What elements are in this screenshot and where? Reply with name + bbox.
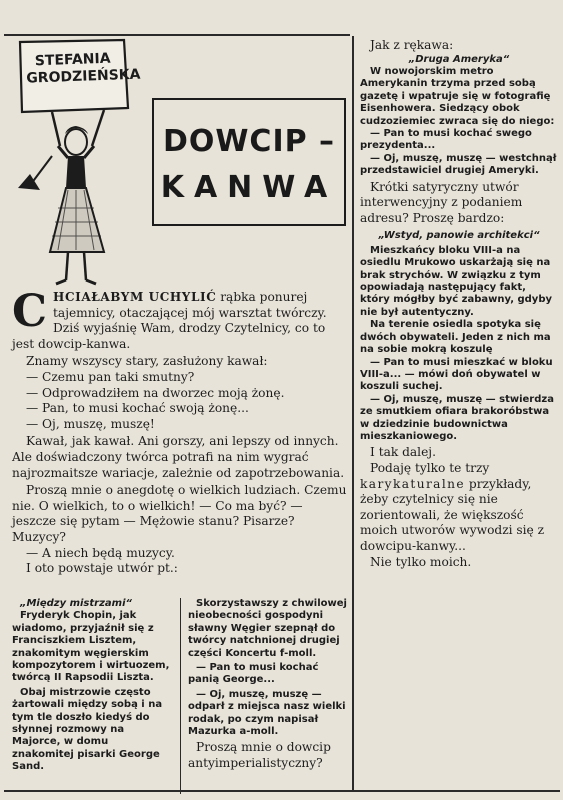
dialogue-line-2: — Odprowadziłem na dworzec moją żonę.	[26, 385, 285, 400]
author-name: STEFANIA GRODZIEŃSKA	[26, 50, 141, 87]
right-paragraph-7: Na terenie osiedla spotyka się dwóch obywateli. Jeden z nich ma na sobie mokrą koszulę	[360, 319, 551, 356]
title-box	[152, 98, 346, 226]
intro-paragraph-3: Kawał, jak kawał. Ani gorszy, ani lepszy od innych. Ale doświadczony twórca potrafi na nim wygrać najrozmaitsze wariacje, zależnie od zapotrzebowania.	[12, 434, 345, 480]
drop-cap: C	[12, 286, 48, 337]
section-a-heading: „Między mistrzami“	[20, 598, 132, 609]
right-paragraph-5: Krótki satyryczny utwór interwencyjny z podaniem adresu? Proszę bardzo:	[360, 179, 523, 225]
section-a-paragraph-1: Fryderyk Chopin, jak wiadomo, przyjaźnił się z Franciszkiem Lisztem, znakomitym węgierskim kompozytorem i wirtuozem, twórcą II Rapsodii Liszta.	[12, 610, 170, 684]
bottom-rule	[4, 790, 560, 792]
dialogue-line-4: — Oj, muszę, muszę!	[26, 416, 155, 431]
intro-paragraph-1-rest: rąbka ponurej tajemnicy, otaczającej mój warsztat twórczy. Dziś wyjaśnię Wam, drodzy Czytelnicy, co to jest dowcip-kanwa.	[12, 290, 327, 351]
right-paragraph-9: — Oj, muszę, muszę — stwierdza ze smutkiem ofiara brakoróbstwa w dziedzinie budownictwa mieszkaniowego.	[360, 393, 554, 442]
section-b-paragraph-2: — Pan to musi kochać panią George...	[188, 662, 319, 686]
dialogue-line-1: — Czemu pan taki smutny?	[26, 369, 195, 384]
title-line-1: DOWCIP –	[162, 124, 336, 159]
intro-text	[12, 286, 348, 577]
title-line-2: KANWA	[160, 170, 338, 205]
section-a-paragraph-2: Obaj mistrzowie często żartowali między sobą i na tym tle doszło kiedyś do słynnej rozmowy na Majorce, w domu znakomitej pisarki George Sand.	[12, 686, 163, 773]
column-rule	[352, 36, 354, 792]
section-b-paragraph-3: — Oj, muszę, muszę — odparł z miejsca nasz wielki rodak, po czym napisał Mazurka a-moll.	[188, 688, 346, 738]
intro-paragraph-2: Znamy wszyscy stary, zasłużony kawał:	[26, 354, 268, 369]
section-b-paragraph-4: Proszą mnie o dowcip antyimperialistyczny?	[188, 740, 331, 771]
section-b-paragraph-1: Skorzystawszy z chwilowej nieobecności gospodyni sławny Węgier szepnął do twórcy natchnionej drugiej części Koncertu f-moll.	[188, 598, 347, 659]
right-paragraph-3: — Pan to musi kochać swego prezydenta...	[360, 128, 532, 152]
right-paragraph-2: W nowojorskim metro Amerykanin trzyma przed sobą gazetę i wpatruje się w fotografię Eisenhowera. Siedzący obok cudzoziemiec zwraca się do niego:	[360, 66, 555, 127]
right-paragraph-11	[360, 461, 558, 555]
right-paragraph-4: — Oj, muszę, muszę — westchnął przedstawiciel drugiej Ameryki.	[360, 152, 557, 177]
dialogue-line-3: — Pan, to musi kochać swoją żonę...	[26, 401, 249, 416]
section-a	[12, 598, 172, 774]
right-paragraph-1: Jak z rękawa:	[370, 38, 454, 52]
right-paragraph-11-b: przykłady, żeby czytelnicy się nie zorientowali, że większość moich utworów wywodzi się z dowcipu-kanwy...	[360, 476, 545, 553]
right-paragraph-12: Nie tylko moich.	[370, 554, 472, 569]
right-paragraph-6: Mieszkańcy bloku VIII-a na osiedlu Mrukowo uskarżają się na brak strychów. W związku z tym opowiadają następujący fakt, który mógłby być zabawny, gdyby nie był autentyczny.	[360, 244, 553, 318]
right-paragraph-11-a: Podaję tylko te trzy	[370, 460, 490, 475]
top-rule	[4, 34, 350, 36]
right-heading-2: „Wstyd, panowie architekci“	[378, 230, 540, 242]
section-b	[188, 598, 348, 772]
right-paragraph-11-spaced: karykaturalne	[360, 476, 466, 491]
intro-paragraph-1	[12, 286, 348, 352]
right-column	[360, 38, 558, 570]
intro-paragraph-4: Proszą mnie o anegdotę o wielkich ludziach. Czemu nie. O wielkich, to o wielkich! — Co ma być? — jeszcze się pytam — Mężowie stanu? Pisarze? Muzycy?	[12, 483, 347, 544]
intro-paragraph-5: — A niech będą muzycy.	[26, 545, 175, 560]
right-heading-1: „Druga Ameryka“	[408, 53, 510, 65]
sub-column-rule	[180, 598, 181, 794]
right-paragraph-10: I tak dalej.	[370, 445, 436, 460]
caps-run: HCIAŁABYM UCHYLIĆ	[53, 290, 217, 304]
intro-paragraph-6: I oto powstaje utwór pt.:	[26, 561, 178, 576]
right-paragraph-8: — Pan to musi mieszkać w bloku VIII-a... — mówi doń obywatel w koszuli suchej.	[360, 356, 553, 393]
